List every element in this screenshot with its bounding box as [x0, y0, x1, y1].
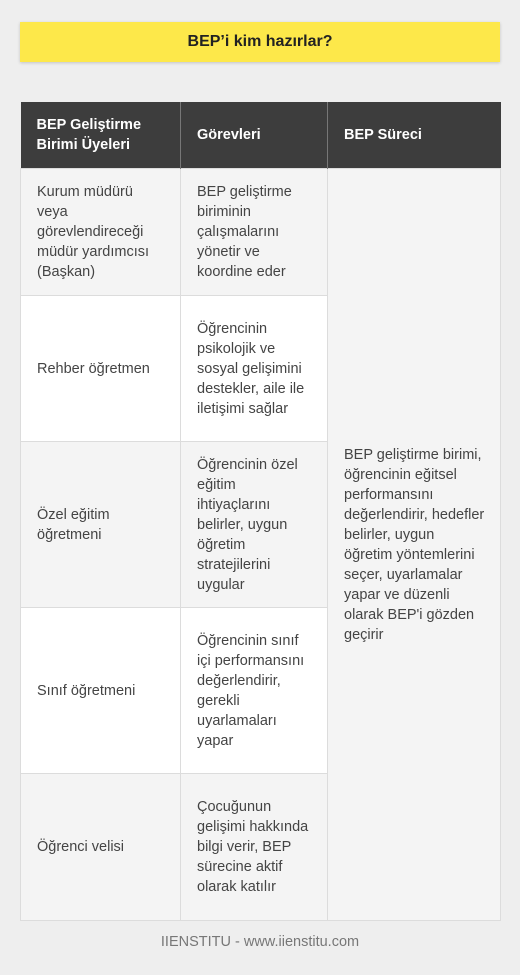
- header-duties: Görevleri: [181, 102, 328, 169]
- member-cell: Sınıf öğretmeni: [21, 608, 181, 774]
- member-cell: Özel eğitim öğretmeni: [21, 442, 181, 608]
- header-process: BEP Süreci: [328, 102, 501, 169]
- member-cell: Rehber öğretmen: [21, 296, 181, 442]
- page-title: BEP’i kim hazırlar?: [20, 22, 500, 62]
- member-cell: Kurum müdürü veya görevlendireceği müdür yardımcısı (Başkan): [21, 169, 181, 296]
- footer-credit: IIENSTITU - www.iienstitu.com: [160, 934, 360, 950]
- process-cell: BEP geliştirme birimi, öğrencinin eğitsel performansını değerlendirir, hedefler belirler, uygun öğretim yöntemlerini seçer, uyarlamalar yapar ve düzenli olarak BEP'i gözden geçirir: [328, 169, 501, 921]
- member-cell: Öğrenci velisi: [21, 774, 181, 921]
- duty-cell: Öğrencinin özel eğitim ihtiyaçlarını belirler, uygun öğretim stratejilerini uygular: [181, 442, 328, 608]
- duty-cell: Çocuğunun gelişimi hakkında bilgi verir, BEP sürecine aktif olarak katılır: [181, 774, 328, 921]
- duty-cell: Öğrencinin psikolojik ve sosyal gelişimini destekler, aile ile iletişimi sağlar: [181, 296, 328, 442]
- duty-cell: BEP geliştirme biriminin çalışmalarını yönetir ve koordine eder: [181, 169, 328, 296]
- bep-table: [20, 102, 501, 921]
- header-members: BEP Geliştirme Birimi Üyeleri: [21, 102, 181, 169]
- duty-cell: Öğrencinin sınıf içi performansını değerlendirir, gerekli uyarlamaları yapar: [181, 608, 328, 774]
- table-row: [21, 169, 501, 296]
- table-header-row: [21, 102, 501, 169]
